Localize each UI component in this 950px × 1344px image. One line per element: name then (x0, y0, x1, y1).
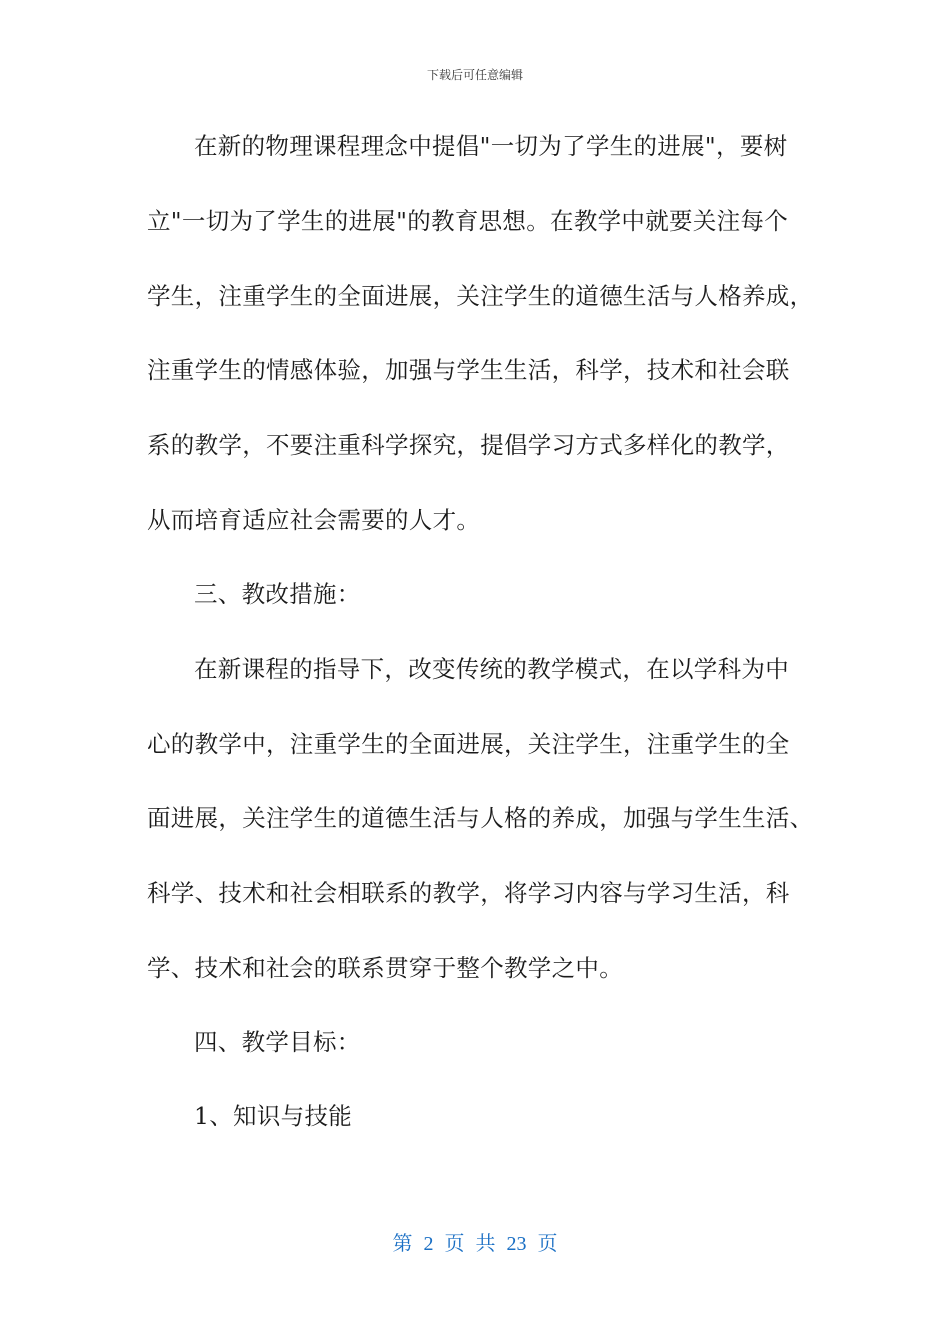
page-number-footer: 第 2 页 共 23 页 (392, 1233, 558, 1255)
paragraph-line: 心的教学中，注重学生的全面进展，关注学生，注重学生的全 (147, 730, 790, 758)
subsection-heading: 1、知识与技能 (194, 1102, 353, 1130)
paragraph-line: 科学、技术和社会相联系的教学，将学习内容与学习生活，科 (147, 879, 790, 907)
paragraph-line: 注重学生的情感体验，加强与学生生活，科学，技术和社会联 (147, 356, 790, 384)
section-heading: 四、教学目标： (194, 1028, 361, 1056)
section-heading: 三、教改措施： (194, 580, 361, 608)
paragraph-line: 立"一切为了学生的进展"的教育思想。在教学中就要关注每个 (147, 207, 789, 235)
paragraph-line: 系的教学，不要注重科学探究，提倡学习方式多样化的教学， (147, 431, 790, 459)
paragraph-line: 从而培育适应社会需要的人才。 (147, 506, 481, 534)
paragraph-line: 面进展，关注学生的道德生活与人格的养成，加强与学生生活、 (147, 804, 814, 832)
header-note: 下载后可任意编辑 (426, 68, 523, 82)
paragraph-line: 在新课程的指导下，改变传统的教学模式，在以学科为中 (194, 655, 789, 683)
paragraph-line: 学生，注重学生的全面进展，关注学生的道德生活与人格养成， (147, 282, 814, 310)
paragraph-line: 学、技术和社会的联系贯穿于整个教学之中。 (147, 954, 623, 982)
paragraph-line: 在新的物理课程理念中提倡"一切为了学生的进展"，要树 (194, 132, 788, 160)
